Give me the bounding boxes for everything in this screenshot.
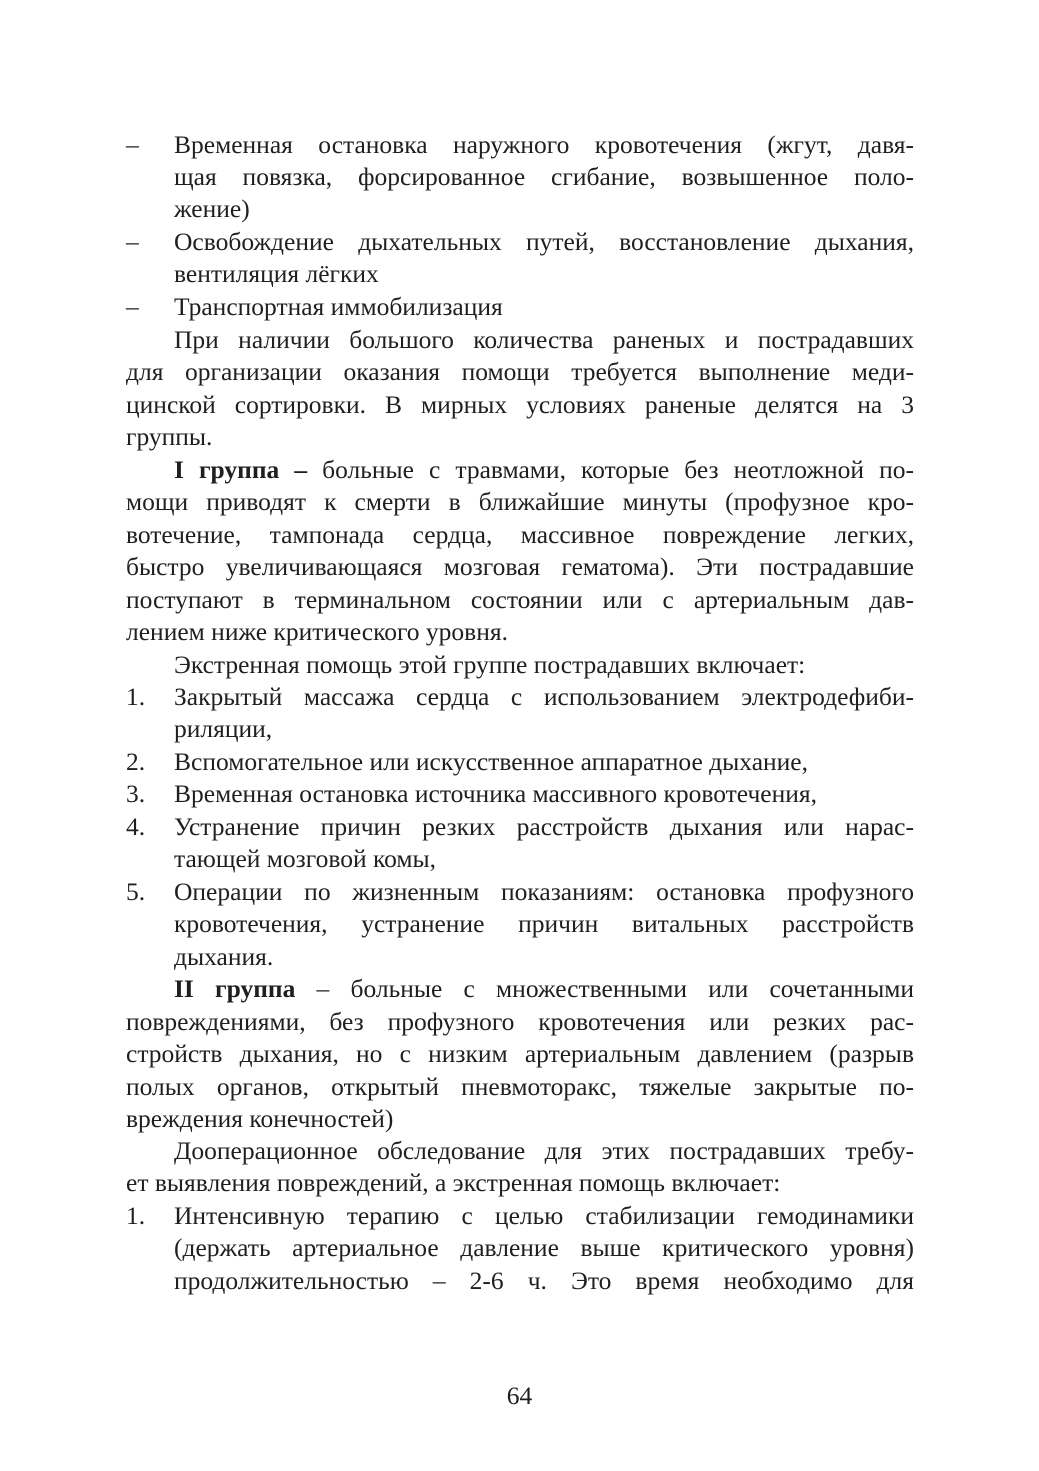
paragraph-line: повреждениями, без профузного кровотечения или резких рас-	[126, 1007, 914, 1036]
group-1-heading: I группа –	[174, 455, 308, 484]
list-number: 5.	[126, 877, 146, 906]
list-item-text: Закрытый массажа сердца с использованием электродефиби-	[174, 682, 914, 711]
paragraph-line: поступают в терминальном состоянии или с артериальным дав-	[126, 585, 914, 614]
paragraph-line: ет выявления повреждений, а экстренная помощь включает:	[126, 1168, 781, 1197]
group-1-first-line	[174, 454, 914, 486]
list-number: 4.	[126, 812, 146, 841]
list-item-text: риляции,	[174, 714, 273, 743]
paragraph-line: цинской сортировки. В мирных условиях раненые делятся на 3	[126, 390, 914, 419]
paragraph-line: вотечение, тампонада сердца, массивное повреждение легких,	[126, 520, 914, 549]
list-number: 1.	[126, 1201, 146, 1230]
dash-marker: –	[126, 292, 139, 321]
list-item-text: жение)	[174, 194, 250, 223]
list-item-text: Временная остановка источника массивного кровотечения,	[174, 779, 818, 808]
list-item-text: продолжительностью – 2-6 ч. Это время необходимо для	[174, 1266, 914, 1295]
list-item-text: Операции по жизненным показаниям: остановка профузного	[174, 877, 914, 906]
paragraph-line: группы.	[126, 422, 213, 451]
group-2-heading: II группа	[174, 974, 296, 1003]
list-item-text: Временная остановка наружного кровотечения (жгут, давя-	[174, 130, 914, 159]
list-number: 1.	[126, 682, 146, 711]
list-number: 3.	[126, 779, 146, 808]
paragraph-line: лением ниже критического уровня.	[126, 617, 508, 646]
paragraph-line: мощи приводят к смерти в ближайшие минуты (профузное кро-	[126, 487, 914, 516]
list-item-text: (держать артериальное давление выше критического уровня)	[174, 1233, 914, 1262]
list-item-text: Вспомогательное или искусственное аппаратное дыхание,	[174, 747, 809, 776]
paragraph-line: полых органов, открытый пневмоторакс, тяжелые закрытые по-	[126, 1072, 914, 1101]
paragraph-line: вреждения конечностей)	[126, 1104, 394, 1133]
list-item-text: Транспортная иммобилизация	[174, 292, 503, 321]
dash-marker: –	[126, 227, 139, 256]
list-item-text: тающей мозговой комы,	[174, 844, 436, 873]
paragraph-line: стройств дыхания, но с низким артериальным давлением (разрыв	[126, 1039, 914, 1068]
paragraph-text: – больные с множественными или сочетанными	[295, 974, 914, 1003]
list-item-text: вентиляция лёгких	[174, 259, 379, 288]
paragraph-line: Экстренная помощь этой группе пострадавших включает:	[174, 650, 806, 679]
list-number: 2.	[126, 747, 146, 776]
list-item-text: щая повязка, форсированное сгибание, возвышенное поло-	[174, 162, 914, 191]
list-item-text: Устранение причин резких расстройств дыхания или нарас-	[174, 812, 914, 841]
page-number: 64	[506, 1381, 533, 1410]
paragraph-line: Дооперационное обследование для этих пострадавших требу-	[174, 1136, 914, 1165]
dash-marker: –	[126, 130, 139, 159]
group-2-first-line	[174, 973, 914, 1005]
paragraph-line: быстро увеличивающаяся мозговая гематома). Эти пострадавшие	[126, 552, 914, 581]
paragraph-text: больные с травмами, которые без неотложной по-	[307, 455, 914, 484]
list-item-text: дыхания.	[174, 942, 274, 971]
list-item-text: Освобождение дыхательных путей, восстановление дыхания,	[174, 227, 914, 256]
list-item-text: Интенсивную терапию с целью стабилизации гемодинамики	[174, 1201, 914, 1230]
paragraph-line: При наличии большого количества раненых и пострадавших	[174, 325, 914, 354]
paragraph-line: для организации оказания помощи требуется выполнение меди-	[126, 357, 914, 386]
list-item-text: кровотечения, устранение причин витальных расстройств	[174, 909, 914, 938]
